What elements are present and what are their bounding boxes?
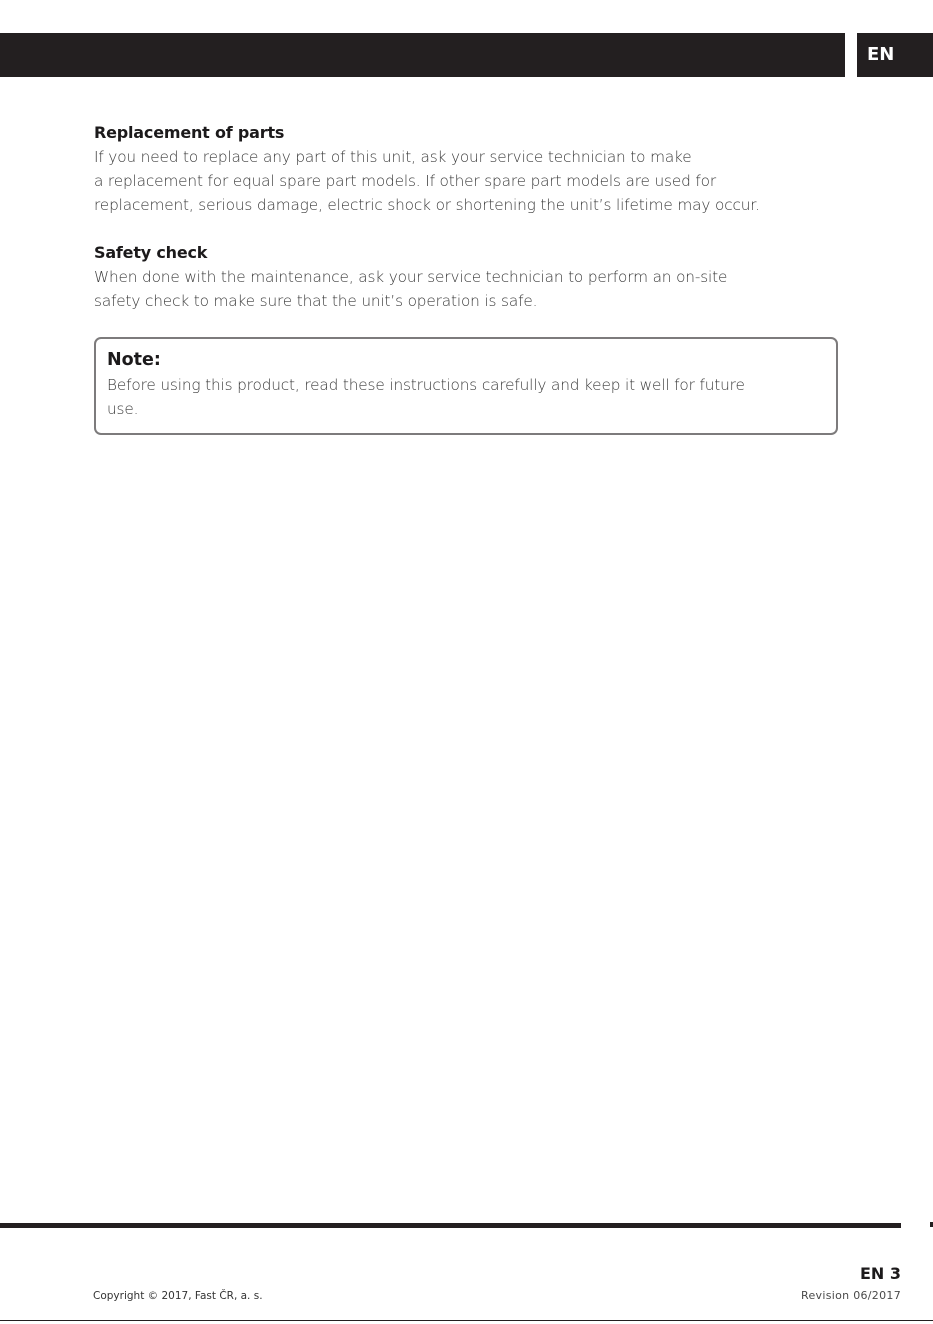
section-safety-check (94, 241, 834, 313)
note-title: Note: (107, 350, 161, 370)
note-line: Before using this product, read these instructions carefully and keep it well for future (107, 376, 745, 394)
language-tab: EN (857, 33, 933, 77)
paragraph-line: safety check to make sure that the unit’s operation is safe. (94, 292, 538, 310)
section-title: Replacement of parts (94, 123, 285, 142)
bottom-divider (0, 1320, 933, 1321)
section-replacement-of-parts (94, 121, 834, 217)
paragraph-line: a replacement for equal spare part models. If other spare part models are used for (94, 172, 716, 190)
paragraph-line: If you need to replace any part of this unit, ask your service technician to make (94, 148, 692, 166)
page-number: EN 3 (859, 1264, 901, 1283)
note-line: use. (107, 400, 139, 418)
note-box (94, 337, 838, 435)
revision-text: Revision 06/2017 (801, 1289, 901, 1302)
section-title: Safety check (94, 243, 208, 262)
copyright-text: Copyright © 2017, Fast ČR, a. s. (93, 1290, 263, 1302)
header-bar (0, 33, 845, 77)
paragraph-line: replacement, serious damage, electric shock or shortening the unit’s lifetime may occur. (94, 196, 760, 214)
paragraph-line: When done with the maintenance, ask your service technician to perform an on-site (94, 268, 728, 286)
footer-divider (0, 1223, 901, 1228)
